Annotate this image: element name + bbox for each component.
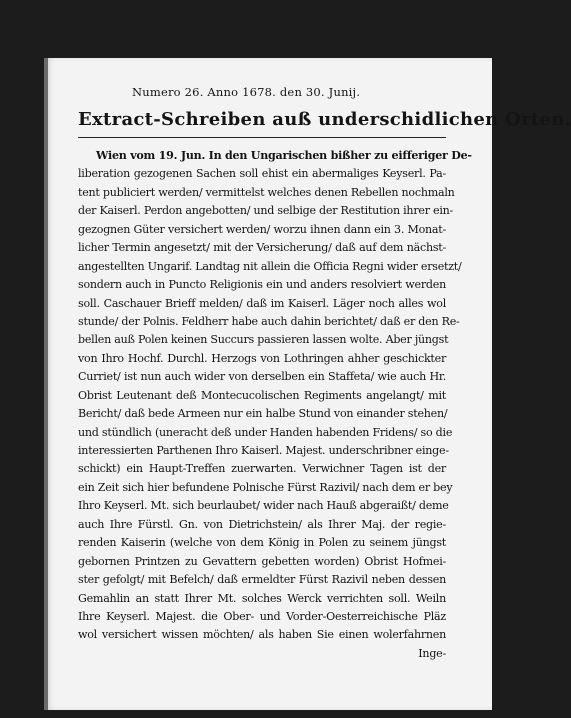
body-line: der Kaiserl. Perdon angebotten/ und selbige der Restitution ihrer ein- — [78, 204, 454, 218]
body-line: schickt) ein Haupt-Treffen zuerwarten. Verwichner Tagen ist der — [78, 462, 446, 476]
body-line: von Ihro Hochf. Durchl. Herzogs von Lothringen ahher geschickter — [78, 351, 446, 365]
body-line: renden Kaiserin (welche von dem König in Polen zu seinem jüngst — [78, 536, 446, 550]
body-line: bellen auß Polen keinen Succurs passieren lassen wolte. Aber jüngst — [78, 333, 449, 347]
body-line: interessierten Parthenen Ihro Kaiserl. Majest. underschribner einge- — [78, 444, 449, 457]
article-body — [78, 147, 472, 663]
body-line: auch Ihre Fürstl. Gn. von Dietrichstein/ als Ihrer Maj. der regie- — [78, 517, 446, 531]
body-line: gebornen Printzen zu Gevattern gebetten worden) Obrist Hofmei- — [78, 554, 446, 568]
title-rule — [78, 137, 446, 138]
body-line: Curriet/ ist nun auch wider von derselben ein Staffeta/ wie auch Hr. — [78, 370, 446, 384]
issue-header: Numero 26. Anno 1678. den 30. Junij. — [132, 85, 361, 99]
body-line: Ihro Keyserl. Mt. sich beurlaubet/ wider nach Hauß abgeraißt/ deme — [78, 499, 449, 513]
body-line: gezognen Güter versichert werden/ worzu ihnen dann ein 3. Monat- — [78, 222, 446, 236]
body-line: und stündlich (uneracht deß under Handen habenden Fridens/ so die — [78, 425, 453, 439]
body-line: Bericht/ daß bede Armeen nur ein halbe Stund von einander stehen/ — [78, 407, 448, 421]
body-line: Wien vom 19. Jun. In den Ungarischen bißher zu eifferiger De- — [96, 149, 472, 162]
body-line: sondern auch in Puncto Religionis ein und anders resolviert werden — [78, 278, 446, 292]
body-line: stunde/ der Polnis. Feldherr habe auch dahin berichtet/ daß er den Re- — [78, 314, 460, 328]
body-line: ster gefolgt/ mit Befelch/ daß ermeldter Fürst Razivil neben dessen — [78, 573, 446, 587]
body-line: Gemahlin an statt Ihrer Mt. solches Werck verrichten soll. Weiln — [78, 591, 446, 605]
body-line: tent publiciert werden/ vermittelst welches denen Rebellen nochmaln — [78, 185, 455, 199]
body-line: liberation gezogenen Sachen soll ehist ein abermaliges Keyserl. Pa- — [78, 167, 446, 181]
body-line: licher Termin angesetzt/ mit der Versicherung/ daß auf dem nächst- — [78, 241, 446, 255]
body-line: Obrist Leutenant deß Montecucolischen Regiments angelangt/ mit — [78, 388, 446, 402]
body-line: angestellten Ungarif. Landtag nit allein die Officia Regni wider ersetzt/ — [78, 259, 462, 273]
page-edge-shadow — [44, 58, 48, 710]
body-line: soll. Caschauer Brieff melden/ daß im Kaiserl. Läger noch alles wol — [78, 296, 446, 310]
body-line: ein Zeit sich hier befundene Polnische Fürst Razivil/ nach dem er bey — [78, 480, 453, 494]
catchword: Inge- — [418, 646, 446, 660]
body-line: Ihre Keyserl. Majest. die Ober- und Vorder-Oesterreichische Pläz — [78, 609, 446, 623]
article-title: Extract-Schreiben auß underschidlichen Orten. — [78, 109, 571, 130]
body-line: wol versichert wissen möchten/ als haben Sie einen wolerfahrnen — [78, 628, 446, 642]
